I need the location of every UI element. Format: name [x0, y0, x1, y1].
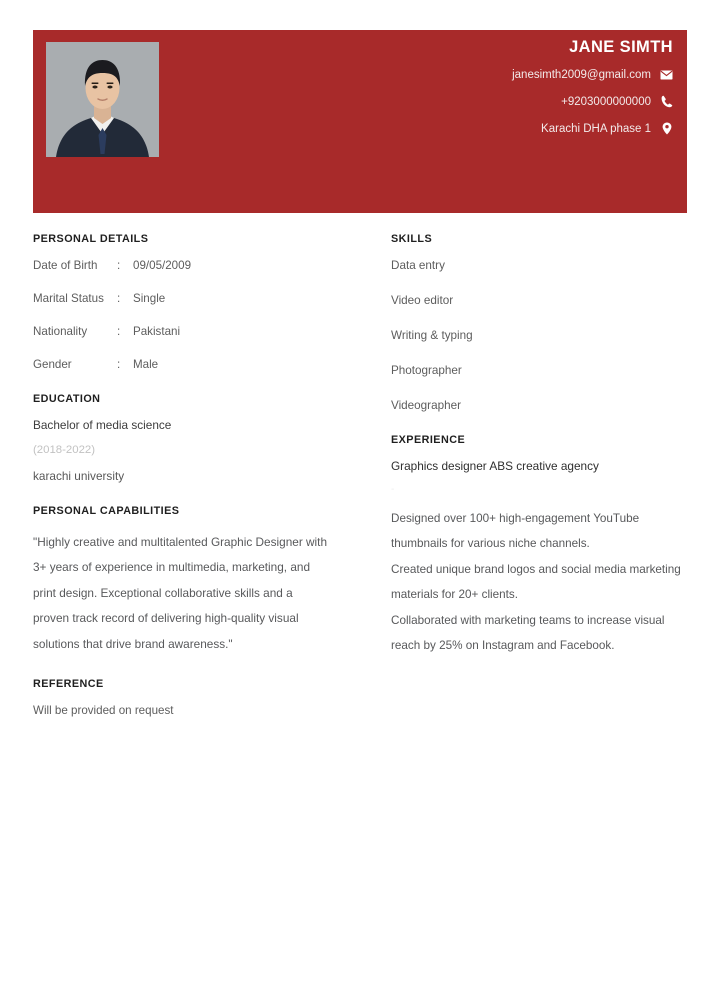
- skill-item: Photographer: [391, 364, 462, 377]
- section-experience: [391, 434, 691, 658]
- experience-dash-mark: -: [391, 484, 395, 495]
- section-title-skills: SKILLS: [391, 233, 433, 245]
- section-reference: [33, 678, 363, 718]
- section-personal-capabilities: [33, 505, 363, 657]
- experience-bullet: Created unique brand logos and social media marketing materials for 20+ clients.: [391, 562, 681, 602]
- detail-colon: :: [117, 325, 121, 338]
- education-school: karachi university: [33, 469, 125, 483]
- phone-text: +9203000000000: [561, 95, 651, 108]
- section-title-personal-capabilities: PERSONAL CAPABILITIES: [33, 505, 180, 517]
- detail-value: Pakistani: [133, 325, 181, 338]
- detail-row: [33, 291, 363, 306]
- detail-label: Marital Status: [33, 292, 104, 305]
- profile-photo: [46, 42, 159, 157]
- left-column: [33, 233, 363, 718]
- contact-row-location[interactable]: [512, 115, 673, 142]
- detail-value: Single: [133, 292, 166, 305]
- section-title-experience: EXPERIENCE: [391, 434, 466, 446]
- detail-label: Nationality: [33, 325, 88, 338]
- email-text: janesimth2009@gmail.com: [512, 68, 651, 81]
- contact-row-email[interactable]: [512, 61, 673, 88]
- detail-colon: :: [117, 259, 121, 272]
- personal-capabilities-text: "Highly creative and multitalented Graphic Designer with 3+ years of experience in multimedia, marketing, and print design. Exceptional collaborative skills and a proven track record of delivering high-quality visual solutions that drive brand awareness.": [33, 535, 328, 651]
- resume-header-banner: [33, 30, 687, 213]
- envelope-icon: [660, 68, 673, 82]
- experience-bullet: Collaborated with marketing teams to increase visual reach by 25% on Instagram and Facebook.: [391, 613, 665, 653]
- reference-text: Will be provided on request: [33, 704, 174, 718]
- skill-item: Videographer: [391, 399, 461, 412]
- skill-item: Video editor: [391, 294, 454, 307]
- detail-value: 09/05/2009: [133, 259, 192, 272]
- section-title-reference: REFERENCE: [33, 678, 104, 691]
- detail-row: [33, 258, 363, 273]
- detail-row: [33, 357, 363, 372]
- contact-row-phone[interactable]: [512, 88, 673, 115]
- detail-colon: :: [117, 292, 121, 305]
- education-years: (2018-2022): [33, 444, 96, 456]
- right-column: [391, 233, 691, 658]
- education-degree: Bachelor of media science: [33, 418, 172, 432]
- section-personal-details: [33, 233, 363, 372]
- skill-item: Data entry: [391, 259, 445, 272]
- experience-bullet: Designed over 100+ high-engagement YouTube thumbnails for various niche channels.: [391, 512, 640, 551]
- location-text: Karachi DHA phase 1: [541, 122, 651, 135]
- detail-value: Male: [133, 358, 159, 371]
- skill-item: Writing & typing: [391, 329, 473, 342]
- detail-label: Date of Birth: [33, 259, 98, 272]
- page-title: JANE SIMTH: [569, 38, 673, 56]
- location-pin-icon: [660, 122, 673, 136]
- contact-block: [512, 33, 673, 142]
- detail-colon: :: [117, 358, 121, 371]
- section-title-personal-details: PERSONAL DETAILS: [33, 233, 149, 245]
- experience-job-title: Graphics designer ABS creative agency: [391, 459, 599, 473]
- section-skills: [391, 233, 691, 413]
- section-education: [33, 393, 363, 484]
- section-title-education: EDUCATION: [33, 393, 101, 405]
- detail-row: [33, 324, 363, 339]
- detail-label: Gender: [33, 358, 72, 371]
- phone-icon: [660, 95, 673, 109]
